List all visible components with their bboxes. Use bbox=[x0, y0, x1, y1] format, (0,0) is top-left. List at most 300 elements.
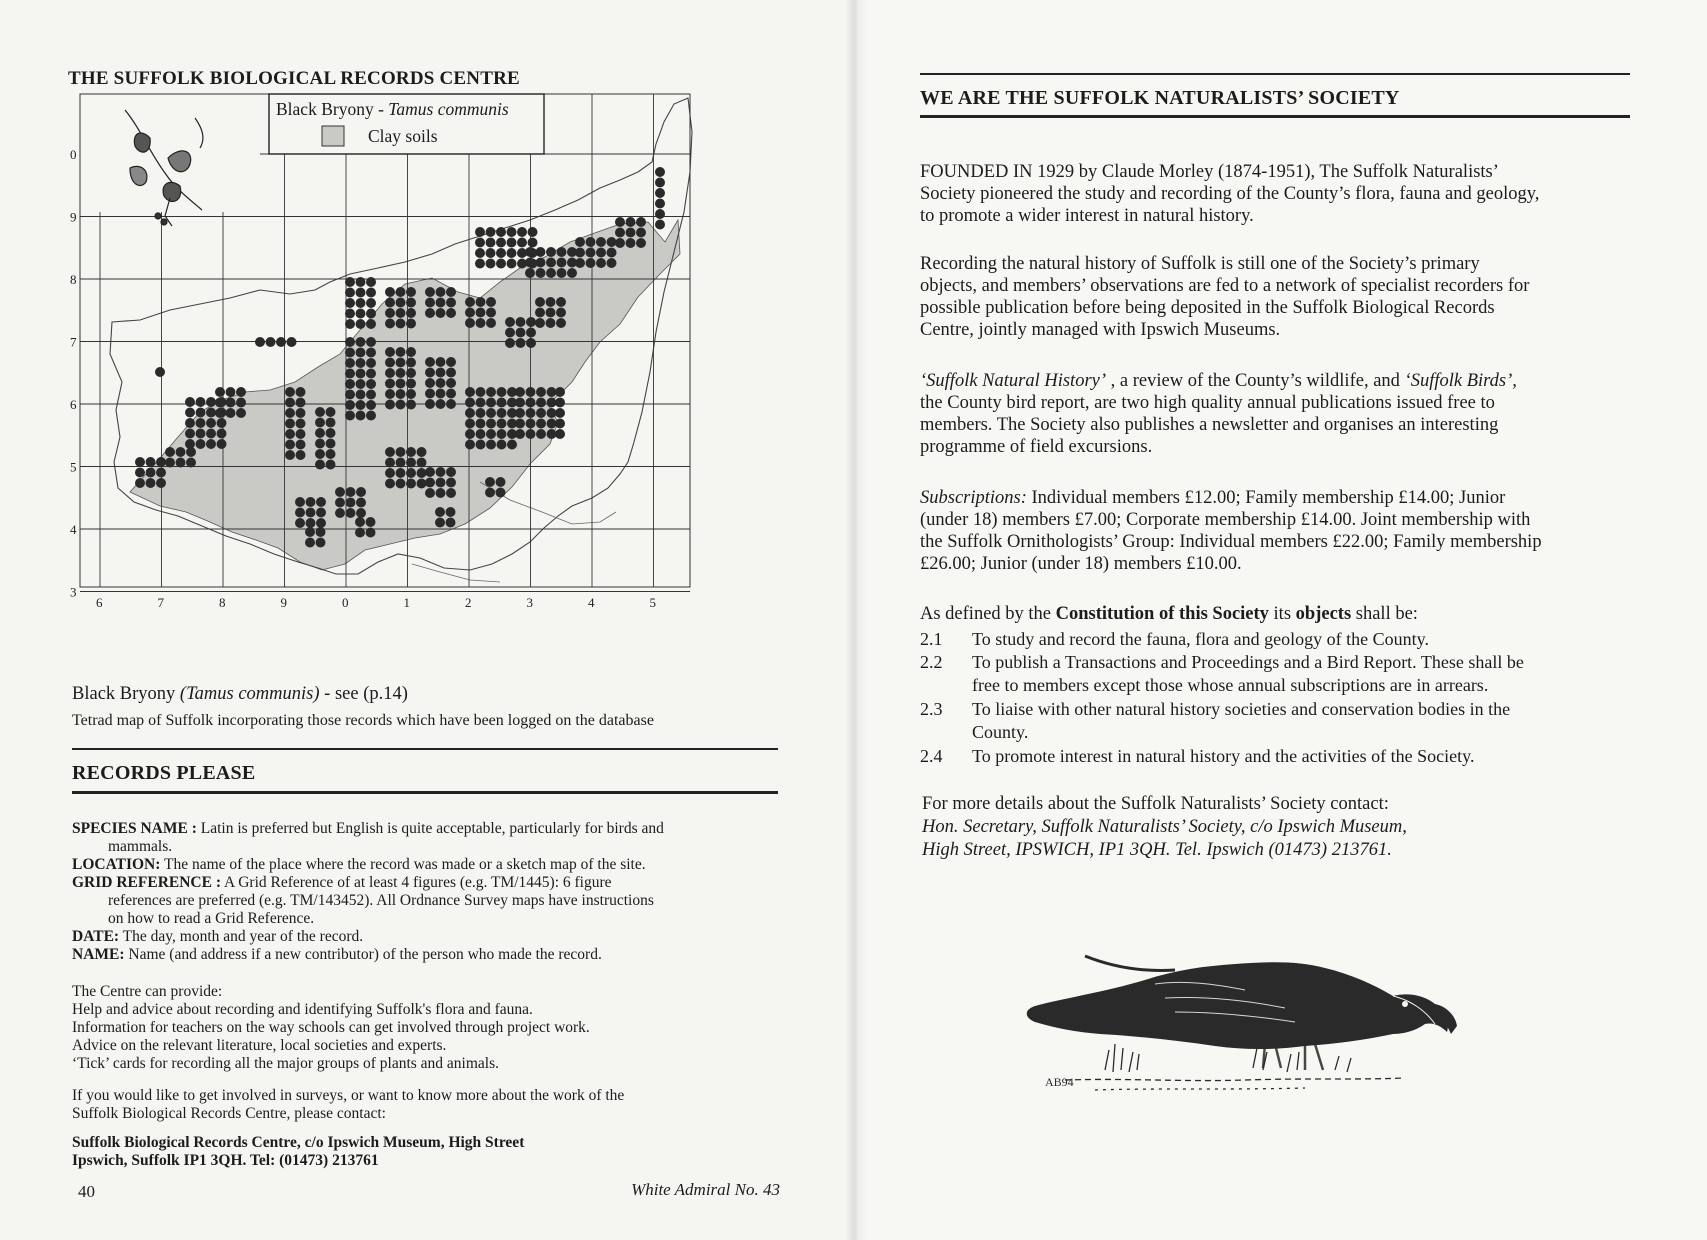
record-dot bbox=[515, 419, 525, 429]
record-dot bbox=[607, 258, 617, 268]
objects-item-2-3 bbox=[920, 698, 1632, 744]
journal-footer: White Admiral No. 43 bbox=[631, 1180, 780, 1199]
record-dot bbox=[557, 268, 567, 278]
record-dot bbox=[556, 297, 566, 307]
record-dot bbox=[385, 379, 395, 389]
record-dot bbox=[436, 308, 446, 318]
get-involved-text bbox=[72, 1087, 780, 1123]
record-dot bbox=[557, 247, 567, 257]
record-dot bbox=[356, 277, 366, 287]
record-dot bbox=[285, 440, 295, 450]
contact-line: Suffolk Biological Records Centre, c/o Ipswich Museum, High Street bbox=[72, 1134, 525, 1151]
naturalists-society-header: WE ARE THE SUFFOLK NATURALISTS’ SOCIETY bbox=[920, 87, 1400, 109]
record-dot bbox=[345, 337, 355, 347]
record-dot bbox=[446, 478, 456, 488]
record-dot bbox=[516, 328, 526, 338]
record-dot bbox=[496, 238, 506, 248]
subscriptions-paragraph bbox=[920, 487, 1632, 575]
record-dot bbox=[295, 518, 305, 528]
record-dot bbox=[555, 429, 565, 439]
record-dot bbox=[465, 297, 475, 307]
record-dot bbox=[385, 308, 395, 318]
recording-paragraph bbox=[920, 253, 1632, 341]
map-x-label: 0 bbox=[342, 595, 349, 610]
record-dot bbox=[266, 337, 276, 347]
record-dot bbox=[406, 468, 416, 478]
record-dot bbox=[476, 398, 486, 408]
record-dot bbox=[396, 308, 406, 318]
record-dot bbox=[385, 479, 395, 489]
record-dot bbox=[185, 408, 195, 418]
centre-provides-item: Information for teachers on the way schools can get involved through project work. bbox=[72, 1019, 590, 1036]
record-dot bbox=[316, 527, 326, 537]
record-dot bbox=[557, 258, 567, 268]
record-dot bbox=[385, 368, 395, 378]
record-dot bbox=[345, 411, 355, 421]
centre-provides-intro: The Centre can provide: bbox=[72, 983, 223, 1000]
record-dot bbox=[345, 358, 355, 368]
map-x-label: 7 bbox=[157, 595, 164, 610]
record-dot bbox=[217, 418, 227, 428]
record-dot bbox=[315, 428, 325, 438]
record-dot bbox=[515, 408, 525, 418]
record-dot bbox=[476, 419, 486, 429]
record-dot bbox=[366, 379, 376, 389]
record-dot bbox=[507, 227, 517, 237]
record-dot bbox=[486, 440, 496, 450]
record-dot bbox=[556, 308, 566, 318]
para-line: to promote a wider interest in natural history. bbox=[920, 206, 1254, 226]
record-dot bbox=[607, 237, 617, 247]
record-dot bbox=[406, 358, 416, 368]
record-dot bbox=[525, 258, 535, 268]
record-dot bbox=[436, 399, 446, 409]
record-dot bbox=[446, 308, 456, 318]
record-dot bbox=[496, 488, 506, 498]
record-dot bbox=[636, 217, 646, 227]
record-dot bbox=[356, 411, 366, 421]
record-dot bbox=[486, 419, 496, 429]
record-dot bbox=[306, 497, 316, 507]
record-dot bbox=[486, 318, 496, 328]
record-dot bbox=[326, 439, 336, 449]
record-dot bbox=[486, 398, 496, 408]
record-dot bbox=[226, 387, 236, 397]
map-x-label: 6 bbox=[96, 595, 103, 610]
records-item-species: SPECIES NAME : Latin is preferred but English is quite acceptable, particularly for birds and bbox=[72, 820, 664, 837]
record-dot bbox=[226, 398, 236, 408]
record-dot bbox=[385, 347, 395, 357]
record-dot bbox=[366, 390, 376, 400]
record-dot bbox=[356, 400, 366, 410]
objects-intro: As defined by the Constitution of this Society its objects shall be: bbox=[920, 604, 1418, 624]
map-y-label: 6 bbox=[70, 397, 77, 412]
record-dot bbox=[326, 428, 336, 438]
record-dot bbox=[655, 199, 665, 209]
records-item-name: NAME: Name (and address if a new contributor) of the person who made the record. bbox=[72, 946, 602, 963]
record-dot bbox=[446, 368, 456, 378]
record-dot bbox=[655, 209, 665, 219]
record-dot bbox=[507, 440, 517, 450]
record-dot bbox=[535, 318, 545, 328]
map-y-label: 4 bbox=[70, 522, 77, 537]
record-dot bbox=[217, 439, 227, 449]
map-y-label: 7 bbox=[70, 334, 77, 350]
record-dot bbox=[406, 389, 416, 399]
record-dot bbox=[486, 408, 496, 418]
record-dot bbox=[555, 398, 565, 408]
record-dot bbox=[435, 518, 445, 528]
record-dot bbox=[285, 429, 295, 439]
map-x-label: 9 bbox=[280, 595, 287, 610]
record-dot bbox=[296, 387, 306, 397]
record-dot bbox=[355, 517, 365, 527]
record-dot bbox=[526, 408, 536, 418]
para-line: Subscriptions: Individual members £12.00; Family membership £14.00; Junior bbox=[920, 488, 1506, 508]
contact-line: Hon. Secretary, Suffolk Naturalists’ Society, c/o Ipswich Museum, bbox=[922, 817, 1407, 837]
record-dot bbox=[546, 268, 556, 278]
record-dot bbox=[186, 458, 196, 468]
record-dot bbox=[446, 287, 456, 297]
record-dot bbox=[196, 408, 206, 418]
record-dot bbox=[546, 297, 556, 307]
record-dot bbox=[345, 379, 355, 389]
record-dot bbox=[536, 398, 546, 408]
black-bryony-illustration bbox=[125, 110, 203, 226]
get-involved-line: If you would like to get involved in surveys, or want to know more about the work of the bbox=[72, 1087, 625, 1104]
records-item-location: LOCATION: The name of the place where the record was made or a sketch map of the site. bbox=[72, 856, 646, 873]
record-dot bbox=[436, 378, 446, 388]
para-line: the Suffolk Ornithologists’ Group: Individual members £22.00; Family membership bbox=[920, 532, 1542, 552]
record-dot bbox=[345, 309, 355, 319]
contact-line: High Street, IPSWICH, IP1 3QH. Tel. Ipswich (01473) 213761. bbox=[922, 840, 1392, 860]
record-dot bbox=[526, 317, 536, 327]
record-dot bbox=[296, 440, 306, 450]
record-dot bbox=[425, 467, 435, 477]
record-dot bbox=[546, 258, 556, 268]
record-dot bbox=[396, 379, 406, 389]
record-dot bbox=[356, 288, 366, 298]
centre-provides-item: Advice on the relevant literature, local societies and experts. bbox=[72, 1037, 447, 1054]
rule-divider bbox=[72, 791, 778, 794]
records-fields-list bbox=[72, 820, 780, 964]
record-dot bbox=[206, 408, 216, 418]
record-dot bbox=[366, 369, 376, 379]
record-dot bbox=[206, 418, 216, 428]
contact-intro: For more details about the Suffolk Naturalists’ Society contact: bbox=[922, 794, 1389, 814]
record-dot bbox=[486, 248, 496, 258]
record-dot bbox=[536, 419, 546, 429]
objects-item-number: 2.4 bbox=[920, 746, 943, 766]
record-dot bbox=[156, 468, 166, 478]
record-dot bbox=[465, 429, 475, 439]
record-dot bbox=[526, 429, 536, 439]
record-dot bbox=[535, 308, 545, 318]
record-dot bbox=[486, 227, 496, 237]
record-dot bbox=[655, 220, 665, 230]
record-dot bbox=[485, 477, 495, 487]
record-dot bbox=[575, 258, 585, 268]
record-dot bbox=[345, 288, 355, 298]
record-dot bbox=[345, 400, 355, 410]
record-dot bbox=[486, 297, 496, 307]
record-dot bbox=[185, 397, 195, 407]
objects-item-text: To publish a Transactions and Proceedings and a Bird Report. These shall be bbox=[972, 652, 1524, 672]
record-dot bbox=[596, 258, 606, 268]
record-dot bbox=[356, 369, 366, 379]
record-dot bbox=[525, 268, 535, 278]
record-dot bbox=[436, 368, 446, 378]
record-dot bbox=[497, 398, 507, 408]
record-dot bbox=[165, 458, 175, 468]
record-dot bbox=[446, 378, 456, 388]
record-dot bbox=[345, 298, 355, 308]
record-dot bbox=[536, 258, 546, 268]
map-x-label: 1 bbox=[403, 595, 410, 610]
record-dot bbox=[396, 479, 406, 489]
record-dot bbox=[366, 337, 376, 347]
record-dot bbox=[406, 298, 416, 308]
society-contact bbox=[922, 793, 1407, 862]
record-dot bbox=[305, 538, 315, 548]
publications-paragraph bbox=[920, 370, 1632, 458]
map-x-axis-labels bbox=[96, 595, 656, 610]
record-dot bbox=[285, 387, 295, 397]
record-dot bbox=[345, 277, 355, 287]
record-dot bbox=[385, 358, 395, 368]
record-dot bbox=[146, 457, 156, 467]
record-dot bbox=[486, 387, 496, 397]
record-dot bbox=[476, 318, 486, 328]
record-dot bbox=[326, 449, 336, 459]
record-dot bbox=[356, 319, 366, 329]
record-dot bbox=[366, 358, 376, 368]
record-dot bbox=[396, 347, 406, 357]
record-dot bbox=[485, 488, 495, 498]
record-dot bbox=[476, 429, 486, 439]
objects-item-2-4 bbox=[920, 745, 1632, 767]
record-dot bbox=[345, 348, 355, 358]
record-dot bbox=[355, 528, 365, 538]
record-dot bbox=[536, 408, 546, 418]
record-dot bbox=[406, 379, 416, 389]
record-dot bbox=[497, 387, 507, 397]
objects-item-number: 2.3 bbox=[920, 699, 943, 719]
record-dot bbox=[546, 308, 556, 318]
map-x-label: 2 bbox=[465, 595, 472, 610]
record-dot bbox=[285, 398, 295, 408]
record-dot bbox=[345, 319, 355, 329]
record-dot bbox=[396, 319, 406, 329]
record-dot bbox=[356, 390, 366, 400]
record-dot bbox=[586, 248, 596, 258]
objects-item-2-2 bbox=[920, 651, 1632, 697]
record-dot bbox=[406, 458, 416, 468]
records-item-species-cont: mammals. bbox=[108, 838, 173, 855]
contact-line: Ipswich, Suffolk IP1 3QH. Tel: (01473) 213761 bbox=[72, 1152, 379, 1169]
records-please-heading: RECORDS PLEASE bbox=[72, 762, 256, 784]
record-dot bbox=[215, 398, 225, 408]
map-y-axis-labels bbox=[70, 147, 77, 600]
record-dot bbox=[176, 447, 186, 457]
record-dot bbox=[496, 227, 506, 237]
record-dot bbox=[446, 488, 456, 498]
record-dot bbox=[435, 507, 445, 517]
record-dot bbox=[155, 367, 165, 377]
objects-item-number: 2.1 bbox=[920, 629, 943, 649]
record-dot bbox=[226, 408, 236, 418]
record-dot bbox=[215, 387, 225, 397]
record-dot bbox=[555, 419, 565, 429]
record-dot bbox=[425, 287, 435, 297]
record-dot bbox=[526, 387, 536, 397]
get-involved-line: Suffolk Biological Records Centre, please contact: bbox=[72, 1105, 386, 1122]
map-y-label: 9 bbox=[70, 209, 77, 225]
record-dot bbox=[446, 357, 456, 367]
record-dot bbox=[215, 408, 225, 418]
record-dot bbox=[497, 419, 507, 429]
record-dot bbox=[596, 248, 606, 258]
record-dot bbox=[626, 238, 636, 248]
para-line: Recording the natural history of Suffolk is still one of the Society’s primary bbox=[920, 254, 1480, 274]
record-dot bbox=[366, 400, 376, 410]
crow-illustration bbox=[1005, 940, 1505, 1100]
record-dot bbox=[385, 389, 395, 399]
clay-soils-swatch bbox=[322, 126, 344, 146]
record-dot bbox=[156, 478, 166, 488]
record-dot bbox=[526, 419, 536, 429]
record-dot bbox=[596, 237, 606, 247]
record-dot bbox=[425, 378, 435, 388]
map-legend bbox=[269, 94, 544, 154]
record-dot bbox=[135, 457, 145, 467]
record-dot bbox=[396, 358, 406, 368]
record-dot bbox=[285, 450, 295, 460]
record-dot bbox=[146, 468, 156, 478]
records-item-date: DATE: The day, month and year of the record. bbox=[72, 928, 364, 945]
record-dot bbox=[406, 347, 416, 357]
record-dot bbox=[486, 429, 496, 439]
record-dot bbox=[536, 247, 546, 257]
record-dot bbox=[406, 287, 416, 297]
map-x-label: 3 bbox=[526, 595, 533, 610]
record-dot bbox=[436, 287, 446, 297]
record-dot bbox=[285, 408, 295, 418]
para-line: Society pioneered the study and recording of the County’s flora, fauna and geology, bbox=[920, 184, 1540, 204]
record-dot bbox=[366, 517, 376, 527]
record-dot bbox=[446, 399, 456, 409]
record-dot bbox=[507, 259, 517, 269]
record-dot bbox=[366, 288, 376, 298]
record-dot bbox=[465, 318, 475, 328]
record-dot bbox=[206, 429, 216, 439]
record-dot bbox=[406, 447, 416, 457]
record-dot bbox=[316, 497, 326, 507]
record-dot bbox=[546, 318, 556, 328]
objects-item-2-1 bbox=[920, 628, 1632, 650]
right-page bbox=[855, 0, 1707, 1240]
record-dot bbox=[517, 227, 527, 237]
record-dot bbox=[425, 308, 435, 318]
record-dot bbox=[476, 297, 486, 307]
record-dot bbox=[507, 238, 517, 248]
record-dot bbox=[497, 440, 507, 450]
record-dot bbox=[396, 287, 406, 297]
record-dot bbox=[315, 460, 325, 470]
record-dot bbox=[287, 337, 297, 347]
map-caption-title: Black Bryony (Tamus communis) - see (p.14) bbox=[72, 684, 408, 704]
record-dot bbox=[185, 418, 195, 428]
record-dot bbox=[516, 338, 526, 348]
map-y-label: 8 bbox=[70, 272, 77, 287]
records-centre-contact bbox=[72, 1134, 780, 1170]
record-dot bbox=[425, 357, 435, 367]
record-dot bbox=[305, 527, 315, 537]
rule-divider bbox=[72, 748, 778, 750]
map-y-label: 3 bbox=[70, 584, 77, 600]
record-dot bbox=[326, 460, 336, 470]
record-dot bbox=[425, 399, 435, 409]
record-dot bbox=[165, 447, 175, 457]
artist-signature: AB94 bbox=[1045, 1075, 1074, 1089]
record-dot bbox=[446, 298, 456, 308]
record-dot bbox=[356, 348, 366, 358]
record-dot bbox=[236, 398, 246, 408]
record-dot bbox=[315, 418, 325, 428]
record-dot bbox=[146, 478, 156, 488]
founded-paragraph bbox=[920, 161, 1632, 227]
para-line: the County bird report, are two high quality annual publications issued free to bbox=[920, 393, 1495, 413]
record-dot bbox=[356, 498, 366, 508]
record-dot bbox=[385, 458, 395, 468]
record-dot bbox=[217, 429, 227, 439]
record-dot bbox=[186, 447, 196, 457]
record-dot bbox=[296, 429, 306, 439]
objects-item-text: To liaise with other natural history societies and conservation bodies in the bbox=[972, 699, 1511, 719]
record-dot bbox=[536, 429, 546, 439]
record-dot bbox=[546, 247, 556, 257]
record-dot bbox=[636, 228, 646, 238]
map-caption-subtitle: Tetrad map of Suffolk incorporating those records which have been logged on the database bbox=[72, 712, 654, 729]
map-x-label: 5 bbox=[649, 595, 656, 610]
record-dot bbox=[505, 317, 515, 327]
record-dot bbox=[417, 479, 427, 489]
record-dot bbox=[436, 298, 446, 308]
objects-item-text: To study and record the fauna, flora and geology of the County. bbox=[972, 629, 1429, 649]
record-dot bbox=[446, 518, 456, 528]
record-dot bbox=[607, 248, 617, 258]
record-dot bbox=[396, 298, 406, 308]
record-dot bbox=[476, 440, 486, 450]
record-dot bbox=[295, 497, 305, 507]
record-dot bbox=[406, 479, 416, 489]
record-dot bbox=[396, 447, 406, 457]
record-dot bbox=[626, 217, 636, 227]
record-dot bbox=[316, 508, 326, 518]
record-dot bbox=[505, 338, 515, 348]
records-centre-header: THE SUFFOLK BIOLOGICAL RECORDS CENTRE bbox=[68, 68, 520, 89]
record-dot bbox=[515, 387, 525, 397]
record-dot bbox=[356, 358, 366, 368]
record-dot bbox=[356, 508, 366, 518]
record-dot bbox=[425, 389, 435, 399]
record-dot bbox=[475, 259, 485, 269]
record-dot bbox=[517, 238, 527, 248]
record-dot bbox=[615, 238, 625, 248]
objects-item-text: County. bbox=[972, 722, 1029, 742]
record-dot bbox=[655, 188, 665, 198]
record-dot bbox=[335, 487, 345, 497]
